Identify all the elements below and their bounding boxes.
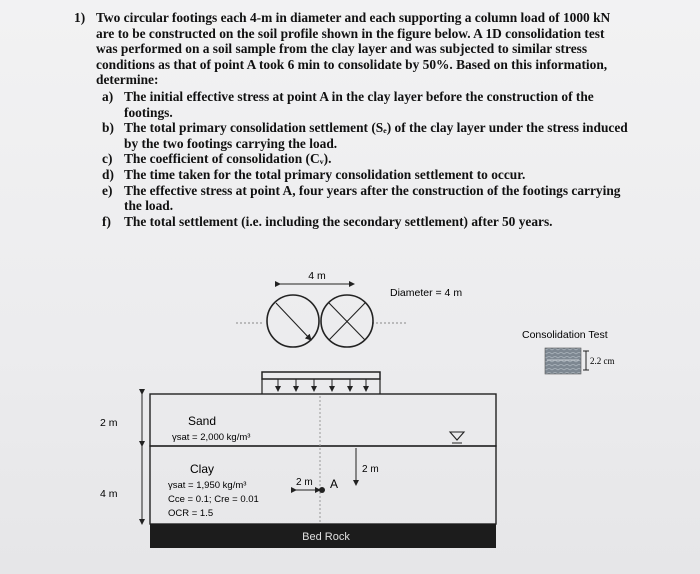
part-line: The initial effective stress at point A in the clay layer before the construction of the [124, 88, 594, 104]
sand-unit-weight: γsat = 2,000 kg/m³ [172, 432, 251, 443]
intro-line: Two circular footings each 4-m in diameter and each supporting a column load of 1000 kN [96, 10, 611, 25]
clay-name: Clay [190, 462, 215, 476]
point-a-marker [296, 448, 379, 493]
clay-compression-indices: Cce = 0.1; Cre = 0.01 [168, 494, 259, 505]
part-line: The total settlement (i.e. including the secondary settlement) after 50 years. [124, 213, 553, 229]
part-line: by the two footings carrying the load. [124, 135, 338, 151]
sand-name: Sand [188, 414, 217, 428]
part-line: The coefficient of consolidation (Cᵥ). [124, 151, 332, 167]
footing-width-label: 4 m [308, 270, 326, 282]
intro-line: are to be constructed on the soil profile shown in the figure below. A 1D consolidation test [96, 25, 605, 41]
part-label: a) [102, 88, 114, 104]
clay-unit-weight: γsat = 1,950 kg/m³ [168, 480, 247, 491]
part-line: The effective stress at point A, four years after the construction of the footings carrying [124, 182, 621, 198]
intro-line: determine: [96, 72, 159, 88]
part-line: The time taken for the total primary consolidation settlement to occur. [124, 166, 526, 182]
layer-thickness-dimension [100, 394, 142, 524]
intro-line: was performed on a soil sample from the clay layer and was subjected to similar stress [96, 41, 588, 57]
question-number: 1) [74, 10, 86, 25]
sample-height-label: 2.2 cm [590, 356, 615, 366]
footing-circle-left [267, 295, 319, 347]
part-line: the load. [124, 198, 174, 214]
consolidation-test-title: Consolidation Test [522, 329, 608, 341]
part-line: The total primary consolidation settlement (Sₑ) of the clay layer under the stress induced [124, 120, 628, 136]
part-label: e) [102, 182, 113, 198]
part-line: footings. [124, 104, 173, 120]
footing-width-dimension [280, 270, 354, 284]
part-label: f) [102, 213, 111, 229]
clay-ocr: OCR = 1.5 [168, 508, 214, 519]
part-label: c) [102, 151, 113, 167]
part-label: d) [102, 166, 114, 182]
clay-thickness-label: 4 m [100, 488, 118, 500]
point-horizontal-label: 2 m [296, 477, 313, 488]
point-depth-label: 2 m [362, 464, 379, 475]
diameter-label: Diameter = 4 m [390, 287, 463, 299]
water-table-icon [450, 432, 464, 446]
footing-circle-right [321, 295, 373, 347]
intro-line: conditions as that of point A took 6 min to consolidate by 50%. Based on this information, [96, 56, 608, 72]
load-strip [262, 372, 380, 394]
part-label: b) [102, 120, 114, 136]
consolidation-sample [545, 348, 581, 374]
bedrock-label: Bed Rock [302, 531, 350, 543]
point-a-label: A [330, 477, 339, 491]
sand-thickness-label: 2 m [100, 417, 118, 429]
sample-height-marker [583, 351, 615, 370]
